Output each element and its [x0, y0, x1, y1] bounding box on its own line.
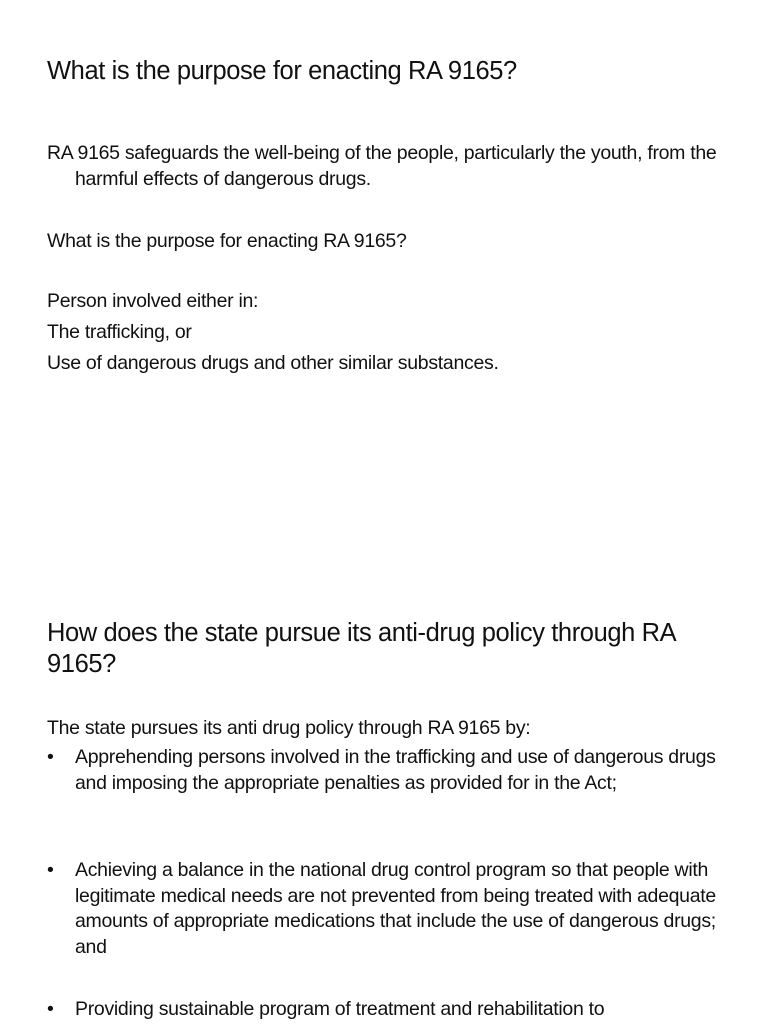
- purpose-paragraph: RA 9165 safeguards the well-being of the people, particularly the youth, from the harmful effects of dangerous drugs.: [47, 142, 717, 190]
- line-use-of-drugs: Use of dangerous drugs and other similar substances.: [47, 352, 499, 374]
- bullet-text: Apprehending persons involved in the trafficking and use of dangerous drugs and imposing the appropriate penalties as provided for in the Act;: [75, 746, 716, 794]
- section-2-title-line-2: 9165?: [47, 650, 116, 678]
- section-1-title: What is the purpose for enacting RA 9165?: [47, 57, 517, 85]
- line-person-involved: Person involved either in:: [47, 290, 259, 312]
- bullet-icon: •: [47, 859, 54, 881]
- policy-intro: The state pursues its anti drug policy through RA 9165 by:: [47, 717, 531, 739]
- bullet-item-apprehending: [47, 745, 737, 796]
- bullet-icon: •: [47, 998, 54, 1020]
- bullet-icon: •: [47, 746, 54, 768]
- bullet-item-providing-program: [47, 997, 737, 1023]
- bullet-text: Providing sustainable program of treatment and rehabilitation to: [75, 998, 605, 1020]
- repeat-question: What is the purpose for enacting RA 9165?: [47, 230, 407, 252]
- section-2-title-line-1: How does the state pursue its anti-drug policy through RA: [47, 619, 677, 647]
- bullet-item-achieving-balance: [47, 858, 737, 960]
- line-trafficking: The trafficking, or: [47, 321, 192, 343]
- bullet-text: Achieving a balance in the national drug control program so that people with legitimate medical needs are not prevented from being treated with adequate amounts of appropriate medications that include the use of dangerous drugs; and: [75, 859, 716, 958]
